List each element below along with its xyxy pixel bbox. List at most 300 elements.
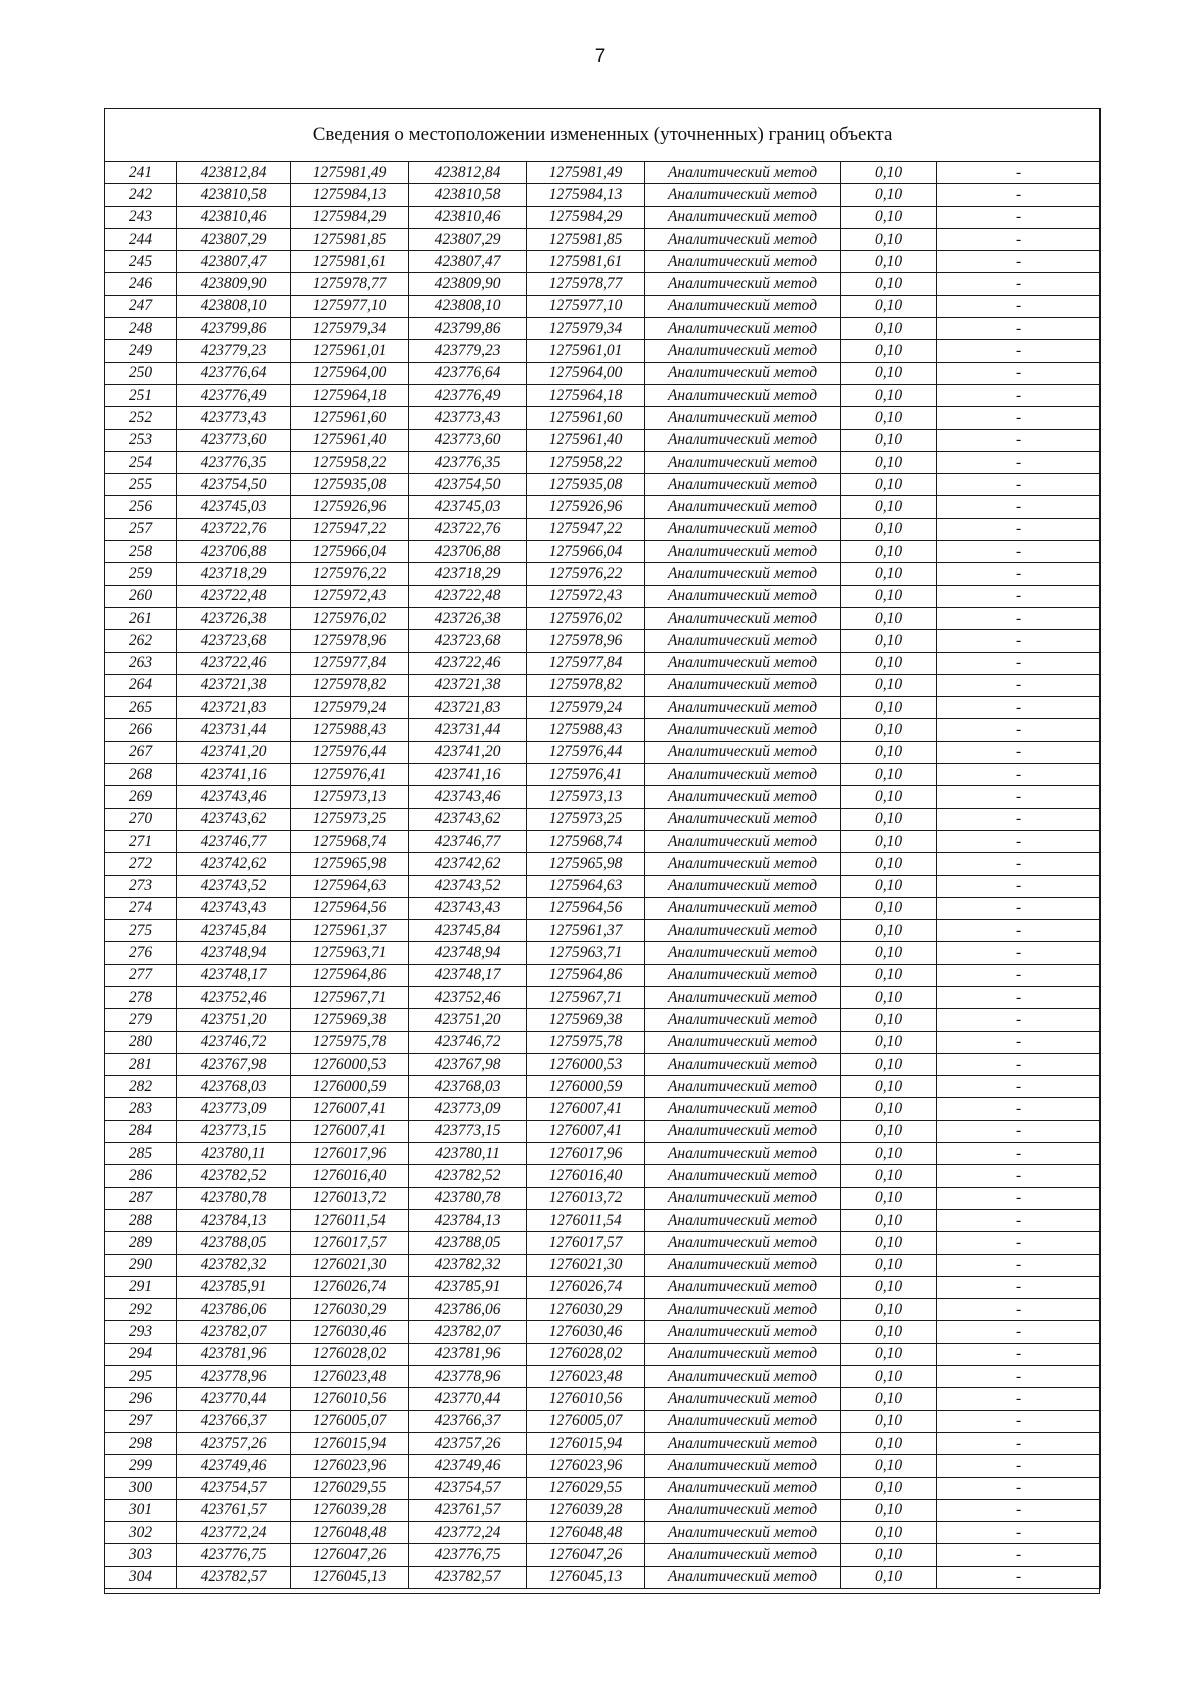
x-existing-cell: 423741,20 — [177, 741, 291, 763]
table-row — [105, 697, 1101, 719]
method-cell: Аналитический метод — [645, 897, 841, 919]
method-cell: Аналитический метод — [645, 362, 841, 384]
description-cell: - — [937, 697, 1101, 719]
x-new-cell: 423749,46 — [409, 1455, 527, 1477]
x-existing-cell: 423781,96 — [177, 1343, 291, 1365]
x-new-cell: 423788,05 — [409, 1232, 527, 1254]
table-row — [105, 1120, 1101, 1142]
description-cell: - — [937, 1388, 1101, 1410]
method-cell: Аналитический метод — [645, 942, 841, 964]
point-number-cell: 248 — [105, 318, 177, 340]
x-existing-cell: 423746,72 — [177, 1031, 291, 1053]
accuracy-cell: 0,10 — [841, 1276, 937, 1298]
y-existing-cell: 1275975,78 — [291, 1031, 409, 1053]
x-new-cell: 423754,57 — [409, 1477, 527, 1499]
point-number-cell: 278 — [105, 986, 177, 1008]
x-new-cell: 423778,96 — [409, 1366, 527, 1388]
table-row — [105, 585, 1101, 607]
x-new-cell: 423773,15 — [409, 1120, 527, 1142]
method-cell: Аналитический метод — [645, 1276, 841, 1298]
point-number-cell: 299 — [105, 1455, 177, 1477]
y-new-cell: 1276011,54 — [527, 1209, 645, 1231]
point-number-cell: 269 — [105, 786, 177, 808]
y-new-cell: 1275978,82 — [527, 674, 645, 696]
table-row — [105, 1432, 1101, 1454]
y-new-cell: 1275984,29 — [527, 206, 645, 228]
x-new-cell: 423786,06 — [409, 1299, 527, 1321]
x-existing-cell: 423742,62 — [177, 853, 291, 875]
method-cell: Аналитический метод — [645, 719, 841, 741]
accuracy-cell: 0,10 — [841, 741, 937, 763]
description-cell: - — [937, 808, 1101, 830]
method-cell: Аналитический метод — [645, 920, 841, 942]
y-existing-cell: 1275964,56 — [291, 897, 409, 919]
y-new-cell: 1275947,22 — [527, 518, 645, 540]
x-existing-cell: 423718,29 — [177, 563, 291, 585]
x-existing-cell: 423726,38 — [177, 607, 291, 629]
y-existing-cell: 1275964,86 — [291, 964, 409, 986]
x-existing-cell: 423780,78 — [177, 1187, 291, 1209]
x-existing-cell: 423721,38 — [177, 674, 291, 696]
accuracy-cell: 0,10 — [841, 1120, 937, 1142]
accuracy-cell: 0,10 — [841, 652, 937, 674]
y-new-cell: 1275964,56 — [527, 897, 645, 919]
y-existing-cell: 1275984,13 — [291, 184, 409, 206]
page-number: 7 — [594, 46, 606, 67]
accuracy-cell: 0,10 — [841, 964, 937, 986]
x-new-cell: 423785,91 — [409, 1276, 527, 1298]
y-existing-cell: 1275963,71 — [291, 942, 409, 964]
y-existing-cell: 1276000,53 — [291, 1053, 409, 1075]
accuracy-cell: 0,10 — [841, 1522, 937, 1544]
description-cell: - — [937, 875, 1101, 897]
accuracy-cell: 0,10 — [841, 1544, 937, 1566]
point-number-cell: 273 — [105, 875, 177, 897]
description-cell: - — [937, 1076, 1101, 1098]
point-number-cell: 297 — [105, 1410, 177, 1432]
y-existing-cell: 1275976,41 — [291, 764, 409, 786]
x-new-cell: 423780,11 — [409, 1143, 527, 1165]
y-new-cell: 1276030,46 — [527, 1321, 645, 1343]
y-new-cell: 1276005,07 — [527, 1410, 645, 1432]
accuracy-cell: 0,10 — [841, 206, 937, 228]
x-new-cell: 423776,35 — [409, 451, 527, 473]
x-new-cell: 423773,60 — [409, 429, 527, 451]
method-cell: Аналитический метод — [645, 1455, 841, 1477]
table-row — [105, 630, 1101, 652]
method-cell: Аналитический метод — [645, 1432, 841, 1454]
accuracy-cell: 0,10 — [841, 1232, 937, 1254]
y-new-cell: 1275961,60 — [527, 407, 645, 429]
point-number-cell: 265 — [105, 697, 177, 719]
accuracy-cell: 0,10 — [841, 1366, 937, 1388]
y-new-cell: 1276017,96 — [527, 1143, 645, 1165]
accuracy-cell: 0,10 — [841, 1187, 937, 1209]
y-existing-cell: 1276039,28 — [291, 1499, 409, 1521]
x-existing-cell: 423743,43 — [177, 897, 291, 919]
table-row — [105, 1566, 1101, 1588]
x-existing-cell: 423807,29 — [177, 228, 291, 250]
table-row — [105, 1254, 1101, 1276]
boundary-coordinates-table — [104, 108, 1101, 1589]
y-new-cell: 1276047,26 — [527, 1544, 645, 1566]
x-existing-cell: 423773,09 — [177, 1098, 291, 1120]
method-cell: Аналитический метод — [645, 295, 841, 317]
x-existing-cell: 423782,07 — [177, 1321, 291, 1343]
description-cell: - — [937, 474, 1101, 496]
point-number-cell: 292 — [105, 1299, 177, 1321]
accuracy-cell: 0,10 — [841, 541, 937, 563]
y-existing-cell: 1275961,60 — [291, 407, 409, 429]
x-new-cell: 423812,84 — [409, 162, 527, 184]
y-new-cell: 1275976,02 — [527, 607, 645, 629]
x-new-cell: 423782,07 — [409, 1321, 527, 1343]
point-number-cell: 298 — [105, 1432, 177, 1454]
accuracy-cell: 0,10 — [841, 340, 937, 362]
x-new-cell: 423741,20 — [409, 741, 527, 763]
y-existing-cell: 1276047,26 — [291, 1544, 409, 1566]
accuracy-cell: 0,10 — [841, 942, 937, 964]
x-new-cell: 423746,77 — [409, 830, 527, 852]
method-cell: Аналитический метод — [645, 1053, 841, 1075]
method-cell: Аналитический метод — [645, 273, 841, 295]
description-cell: - — [937, 1522, 1101, 1544]
y-new-cell: 1275988,43 — [527, 719, 645, 741]
method-cell: Аналитический метод — [645, 853, 841, 875]
y-existing-cell: 1276030,29 — [291, 1299, 409, 1321]
table-row — [105, 518, 1101, 540]
table-row — [105, 674, 1101, 696]
point-number-cell: 258 — [105, 541, 177, 563]
y-existing-cell: 1276015,94 — [291, 1432, 409, 1454]
table-row — [105, 228, 1101, 250]
point-number-cell: 290 — [105, 1254, 177, 1276]
y-new-cell: 1275935,08 — [527, 474, 645, 496]
x-existing-cell: 423780,11 — [177, 1143, 291, 1165]
table-row — [105, 920, 1101, 942]
description-cell: - — [937, 1120, 1101, 1142]
table-row — [105, 273, 1101, 295]
accuracy-cell: 0,10 — [841, 764, 937, 786]
x-existing-cell: 423757,26 — [177, 1432, 291, 1454]
y-existing-cell: 1275978,77 — [291, 273, 409, 295]
y-new-cell: 1276015,94 — [527, 1432, 645, 1454]
table-row — [105, 407, 1101, 429]
y-new-cell: 1276017,57 — [527, 1232, 645, 1254]
method-cell: Аналитический метод — [645, 429, 841, 451]
method-cell: Аналитический метод — [645, 162, 841, 184]
y-existing-cell: 1276007,41 — [291, 1098, 409, 1120]
x-new-cell: 423768,03 — [409, 1076, 527, 1098]
y-new-cell: 1276000,53 — [527, 1053, 645, 1075]
description-cell: - — [937, 1053, 1101, 1075]
table-body — [105, 109, 1101, 1589]
accuracy-cell: 0,10 — [841, 1143, 937, 1165]
y-existing-cell: 1275964,00 — [291, 362, 409, 384]
y-existing-cell: 1275979,24 — [291, 697, 409, 719]
x-existing-cell: 423749,46 — [177, 1455, 291, 1477]
accuracy-cell: 0,10 — [841, 875, 937, 897]
y-existing-cell: 1276048,48 — [291, 1522, 409, 1544]
accuracy-cell: 0,10 — [841, 719, 937, 741]
table-row — [105, 384, 1101, 406]
point-number-cell: 244 — [105, 228, 177, 250]
y-new-cell: 1275958,22 — [527, 451, 645, 473]
method-cell: Аналитический метод — [645, 808, 841, 830]
description-cell: - — [937, 541, 1101, 563]
point-number-cell: 274 — [105, 897, 177, 919]
y-existing-cell: 1275935,08 — [291, 474, 409, 496]
x-existing-cell: 423778,96 — [177, 1366, 291, 1388]
description-cell: - — [937, 1187, 1101, 1209]
table-row — [105, 1343, 1101, 1365]
x-existing-cell: 423788,05 — [177, 1232, 291, 1254]
x-new-cell: 423748,94 — [409, 942, 527, 964]
x-existing-cell: 423767,98 — [177, 1053, 291, 1075]
point-number-cell: 271 — [105, 830, 177, 852]
point-number-cell: 249 — [105, 340, 177, 362]
method-cell: Аналитический метод — [645, 786, 841, 808]
point-number-cell: 282 — [105, 1076, 177, 1098]
point-number-cell: 263 — [105, 652, 177, 674]
y-new-cell: 1275984,13 — [527, 184, 645, 206]
accuracy-cell: 0,10 — [841, 986, 937, 1008]
x-existing-cell: 423772,24 — [177, 1522, 291, 1544]
accuracy-cell: 0,10 — [841, 897, 937, 919]
accuracy-cell: 0,10 — [841, 1455, 937, 1477]
x-existing-cell: 423748,94 — [177, 942, 291, 964]
description-cell: - — [937, 228, 1101, 250]
accuracy-cell: 0,10 — [841, 1098, 937, 1120]
table-row — [105, 541, 1101, 563]
x-new-cell: 423770,44 — [409, 1388, 527, 1410]
table-row — [105, 295, 1101, 317]
accuracy-cell: 0,10 — [841, 162, 937, 184]
x-new-cell: 423718,29 — [409, 563, 527, 585]
x-existing-cell: 423766,37 — [177, 1410, 291, 1432]
description-cell: - — [937, 1321, 1101, 1343]
accuracy-cell: 0,10 — [841, 585, 937, 607]
y-new-cell: 1276039,28 — [527, 1499, 645, 1521]
table-row — [105, 1321, 1101, 1343]
accuracy-cell: 0,10 — [841, 362, 937, 384]
y-existing-cell: 1275967,71 — [291, 986, 409, 1008]
accuracy-cell: 0,10 — [841, 184, 937, 206]
table-row — [105, 1009, 1101, 1031]
description-cell: - — [937, 429, 1101, 451]
x-new-cell: 423745,03 — [409, 496, 527, 518]
method-cell: Аналитический метод — [645, 1209, 841, 1231]
method-cell: Аналитический метод — [645, 407, 841, 429]
x-existing-cell: 423751,20 — [177, 1009, 291, 1031]
table-row — [105, 1076, 1101, 1098]
table-row — [105, 1388, 1101, 1410]
description-cell: - — [937, 162, 1101, 184]
y-new-cell: 1275979,34 — [527, 318, 645, 340]
y-existing-cell: 1275972,43 — [291, 585, 409, 607]
point-number-cell: 245 — [105, 251, 177, 273]
y-existing-cell: 1275976,44 — [291, 741, 409, 763]
accuracy-cell: 0,10 — [841, 496, 937, 518]
accuracy-cell: 0,10 — [841, 1254, 937, 1276]
method-cell: Аналитический метод — [645, 563, 841, 585]
x-new-cell: 423761,57 — [409, 1499, 527, 1521]
point-number-cell: 279 — [105, 1009, 177, 1031]
description-cell: - — [937, 964, 1101, 986]
x-existing-cell: 423773,60 — [177, 429, 291, 451]
x-existing-cell: 423773,15 — [177, 1120, 291, 1142]
description-cell: - — [937, 206, 1101, 228]
description-cell: - — [937, 1165, 1101, 1187]
x-existing-cell: 423706,88 — [177, 541, 291, 563]
table-row — [105, 808, 1101, 830]
table-row — [105, 652, 1101, 674]
x-new-cell: 423810,46 — [409, 206, 527, 228]
x-existing-cell: 423799,86 — [177, 318, 291, 340]
description-cell: - — [937, 674, 1101, 696]
method-cell: Аналитический метод — [645, 1299, 841, 1321]
method-cell: Аналитический метод — [645, 1143, 841, 1165]
x-new-cell: 423784,13 — [409, 1209, 527, 1231]
description-cell: - — [937, 719, 1101, 741]
y-new-cell: 1276007,41 — [527, 1098, 645, 1120]
description-cell: - — [937, 942, 1101, 964]
method-cell: Аналитический метод — [645, 1009, 841, 1031]
point-number-cell: 280 — [105, 1031, 177, 1053]
accuracy-cell: 0,10 — [841, 1343, 937, 1365]
y-new-cell: 1275981,61 — [527, 251, 645, 273]
y-new-cell: 1276048,48 — [527, 1522, 645, 1544]
accuracy-cell: 0,10 — [841, 318, 937, 340]
description-cell: - — [937, 407, 1101, 429]
table-row — [105, 206, 1101, 228]
point-number-cell: 302 — [105, 1522, 177, 1544]
table-row — [105, 563, 1101, 585]
description-cell: - — [937, 630, 1101, 652]
method-cell: Аналитический метод — [645, 318, 841, 340]
description-cell: - — [937, 1477, 1101, 1499]
table-row — [105, 1477, 1101, 1499]
y-existing-cell: 1276028,02 — [291, 1343, 409, 1365]
description-cell: - — [937, 384, 1101, 406]
y-new-cell: 1276000,59 — [527, 1076, 645, 1098]
y-existing-cell: 1275981,61 — [291, 251, 409, 273]
description-cell: - — [937, 1432, 1101, 1454]
point-number-cell: 267 — [105, 741, 177, 763]
y-new-cell: 1276023,96 — [527, 1455, 645, 1477]
y-existing-cell: 1275976,22 — [291, 563, 409, 585]
accuracy-cell: 0,10 — [841, 1566, 937, 1588]
x-existing-cell: 423782,57 — [177, 1566, 291, 1588]
y-existing-cell: 1275984,29 — [291, 206, 409, 228]
description-cell: - — [937, 1232, 1101, 1254]
x-existing-cell: 423752,46 — [177, 986, 291, 1008]
accuracy-cell: 0,10 — [841, 1165, 937, 1187]
x-new-cell: 423722,76 — [409, 518, 527, 540]
x-existing-cell: 423723,68 — [177, 630, 291, 652]
y-new-cell: 1275981,85 — [527, 228, 645, 250]
method-cell: Аналитический метод — [645, 1522, 841, 1544]
x-new-cell: 423808,10 — [409, 295, 527, 317]
y-new-cell: 1276029,55 — [527, 1477, 645, 1499]
point-number-cell: 259 — [105, 563, 177, 585]
table-row — [105, 362, 1101, 384]
method-cell: Аналитический метод — [645, 1388, 841, 1410]
y-new-cell: 1275979,24 — [527, 697, 645, 719]
table-row — [105, 1232, 1101, 1254]
table-row — [105, 1165, 1101, 1187]
accuracy-cell: 0,10 — [841, 920, 937, 942]
y-new-cell: 1275975,78 — [527, 1031, 645, 1053]
y-new-cell: 1275978,96 — [527, 630, 645, 652]
y-existing-cell: 1275958,22 — [291, 451, 409, 473]
x-existing-cell: 423776,35 — [177, 451, 291, 473]
y-new-cell: 1275977,84 — [527, 652, 645, 674]
point-number-cell: 303 — [105, 1544, 177, 1566]
y-new-cell: 1275926,96 — [527, 496, 645, 518]
y-existing-cell: 1275947,22 — [291, 518, 409, 540]
x-new-cell: 423743,62 — [409, 808, 527, 830]
x-existing-cell: 423776,75 — [177, 1544, 291, 1566]
x-existing-cell: 423810,46 — [177, 206, 291, 228]
method-cell: Аналитический метод — [645, 184, 841, 206]
accuracy-cell: 0,10 — [841, 1031, 937, 1053]
y-new-cell: 1275964,86 — [527, 964, 645, 986]
table-row — [105, 897, 1101, 919]
description-cell: - — [937, 496, 1101, 518]
method-cell: Аналитический метод — [645, 830, 841, 852]
point-number-cell: 304 — [105, 1566, 177, 1588]
description-cell: - — [937, 1499, 1101, 1521]
y-existing-cell: 1275973,25 — [291, 808, 409, 830]
point-number-cell: 284 — [105, 1120, 177, 1142]
y-existing-cell: 1276000,59 — [291, 1076, 409, 1098]
x-existing-cell: 423786,06 — [177, 1299, 291, 1321]
description-cell: - — [937, 451, 1101, 473]
point-number-cell: 289 — [105, 1232, 177, 1254]
x-new-cell: 423742,62 — [409, 853, 527, 875]
method-cell: Аналитический метод — [645, 875, 841, 897]
description-cell: - — [937, 607, 1101, 629]
table-row — [105, 1455, 1101, 1477]
x-existing-cell: 423754,57 — [177, 1477, 291, 1499]
table-row — [105, 764, 1101, 786]
accuracy-cell: 0,10 — [841, 407, 937, 429]
y-existing-cell: 1275965,98 — [291, 853, 409, 875]
point-number-cell: 301 — [105, 1499, 177, 1521]
y-existing-cell: 1275964,18 — [291, 384, 409, 406]
x-new-cell: 423754,50 — [409, 474, 527, 496]
description-cell: - — [937, 830, 1101, 852]
accuracy-cell: 0,10 — [841, 1009, 937, 1031]
method-cell: Аналитический метод — [645, 1120, 841, 1142]
point-number-cell: 294 — [105, 1343, 177, 1365]
point-number-cell: 295 — [105, 1366, 177, 1388]
y-new-cell: 1275978,77 — [527, 273, 645, 295]
y-existing-cell: 1275978,82 — [291, 674, 409, 696]
description-cell: - — [937, 295, 1101, 317]
description-cell: - — [937, 251, 1101, 273]
description-cell: - — [937, 1544, 1101, 1566]
x-new-cell: 423780,78 — [409, 1187, 527, 1209]
x-new-cell: 423781,96 — [409, 1343, 527, 1365]
accuracy-cell: 0,10 — [841, 1053, 937, 1075]
y-existing-cell: 1275988,43 — [291, 719, 409, 741]
method-cell: Аналитический метод — [645, 340, 841, 362]
point-number-cell: 287 — [105, 1187, 177, 1209]
y-existing-cell: 1275973,13 — [291, 786, 409, 808]
y-existing-cell: 1275977,10 — [291, 295, 409, 317]
